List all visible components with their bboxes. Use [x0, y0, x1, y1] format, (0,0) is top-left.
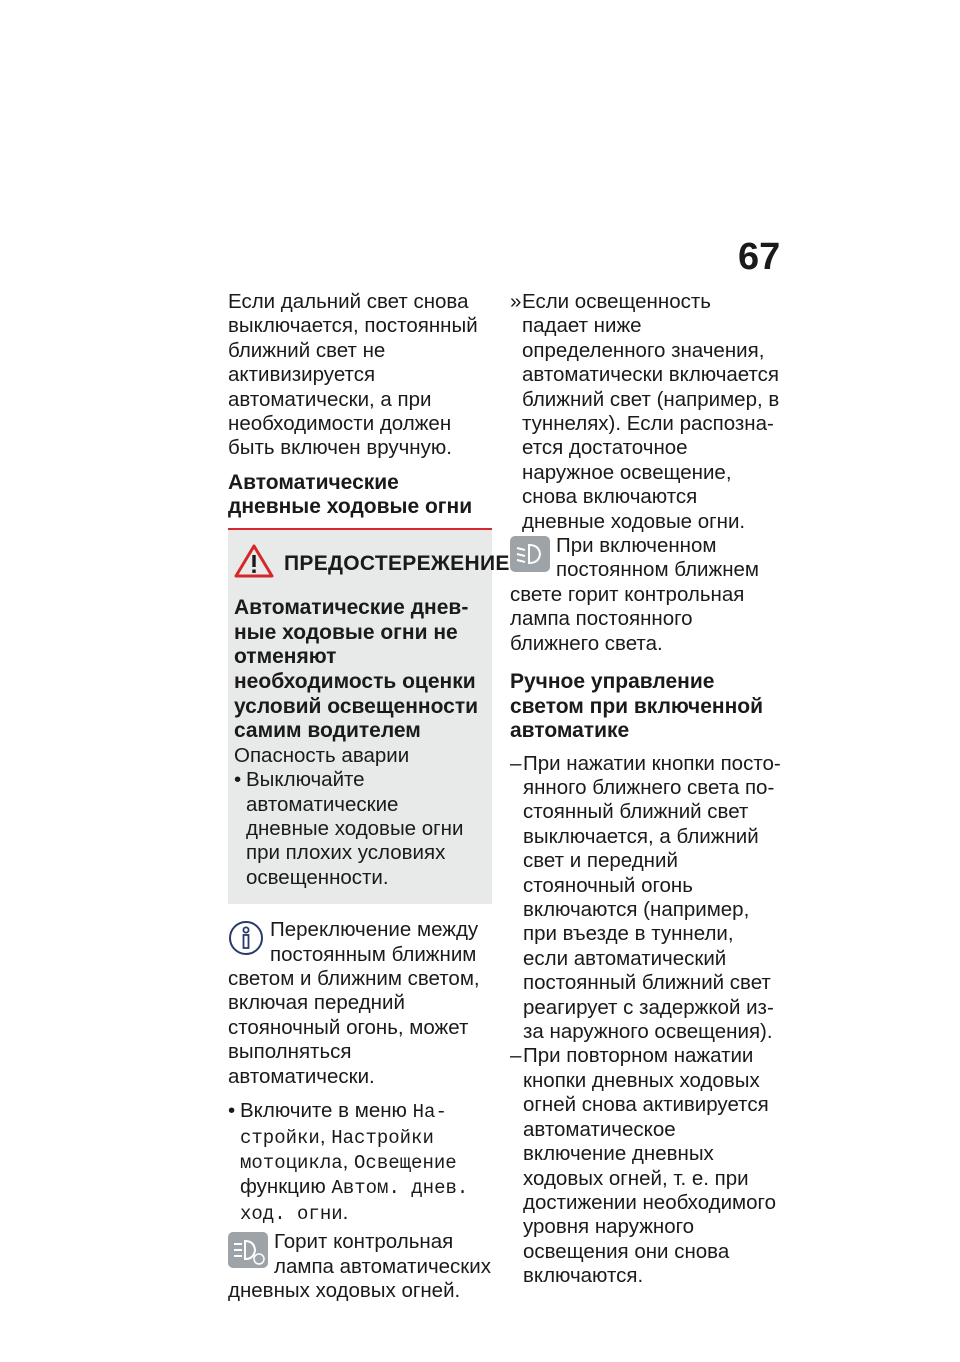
result-item	[510, 290, 782, 534]
left-column	[228, 290, 510, 1303]
result-text: Если освещенность падает ниже определенного значения, автоматически включается ближний свет (например, в туннелях). Если распознается достаточное наружное освещение, снова включаются дневные ходовые огни.	[522, 290, 780, 533]
menu-path-settings: Настройки	[240, 1101, 447, 1149]
warning-title: ПРЕДОСТЕРЕЖЕНИЕ	[284, 551, 510, 575]
intro-paragraph: Если дальний свет снова выключается, постоянный ближний свет не активизируется автоматически, а при необходимости должен быть включен вручную.	[228, 290, 478, 460]
auto-drl-lamp-note	[228, 1230, 492, 1303]
warning-header	[234, 544, 510, 584]
dash-mark: –	[510, 751, 522, 775]
info-icon	[228, 920, 264, 956]
info-note	[228, 918, 492, 1089]
menu-function-auto-drl: Автом. днев. ход. огни	[240, 1177, 469, 1225]
manual-control-heading: Ручное управление светом при включенной автоматике	[510, 670, 764, 743]
auto-drl-lamp-icon	[228, 1232, 268, 1268]
warning-bullet-text: Выключайте автоматические дневные ходовые огни при плохих условиях освещенности.	[246, 768, 464, 889]
warning-danger: Опасность аварии	[234, 743, 410, 767]
menu-step-text: Включите в меню Настройки, Настройки мотоцикла, Освещение функцию Автом. днев. ход. огни.	[240, 1099, 469, 1225]
manual-step-1-text: При нажатии кнопки постоянного ближнего света постоянный ближний свет выключается, а ближний свет и передний стояночный огонь включаются (например, при въезде в туннели, если автоматический постоянный ближний свет реагирует с задержкой из-за наружного освещения).	[523, 751, 781, 1044]
warning-box	[228, 530, 510, 904]
warning-bullet	[234, 768, 484, 890]
warning-triangle-icon	[234, 544, 274, 584]
bullet-mark: •	[234, 768, 242, 792]
warning-summary: Автоматические дневные ходовые огни не отменяют необходимость оценки условий освещенности самим водителем	[234, 596, 479, 743]
menu-path-lighting: Освещение	[354, 1151, 457, 1174]
menu-step	[228, 1099, 492, 1226]
auto-drl-lamp-text: Горит контрольная лампа автоматических дневных ходовых огней.	[228, 1230, 491, 1302]
page-number: 67	[738, 236, 781, 278]
low-beam-lamp-icon	[510, 536, 550, 572]
right-column	[510, 290, 782, 1289]
menu-path-motorcycle: Настройки мотоцикла	[240, 1126, 434, 1174]
low-beam-lamp-text: При включенном постоянном ближнем свете горит контрольная лампа постоянного ближнего света.	[510, 534, 760, 655]
info-text: Переключение между постоянным ближним светом и ближним светом, включая передний стояночный огонь, может выполняться автоматически.	[228, 918, 480, 1088]
manual-step-2	[510, 1044, 782, 1288]
result-mark: »	[510, 290, 522, 313]
manual-step-2-text: При повторном нажатии кнопки дневных ходовых огней снова активируется автоматическое включение дневных ходовых огней, т. е. при достижении необходимого уровня наружного освещения они снова включаются.	[523, 1044, 776, 1288]
dash-mark: –	[510, 1044, 522, 1068]
low-beam-lamp-note	[510, 534, 782, 656]
manual-step-1	[510, 752, 782, 1045]
section-heading: Автоматические дневные ходовые огни	[228, 470, 473, 519]
step-bullet-mark: •	[228, 1099, 236, 1123]
